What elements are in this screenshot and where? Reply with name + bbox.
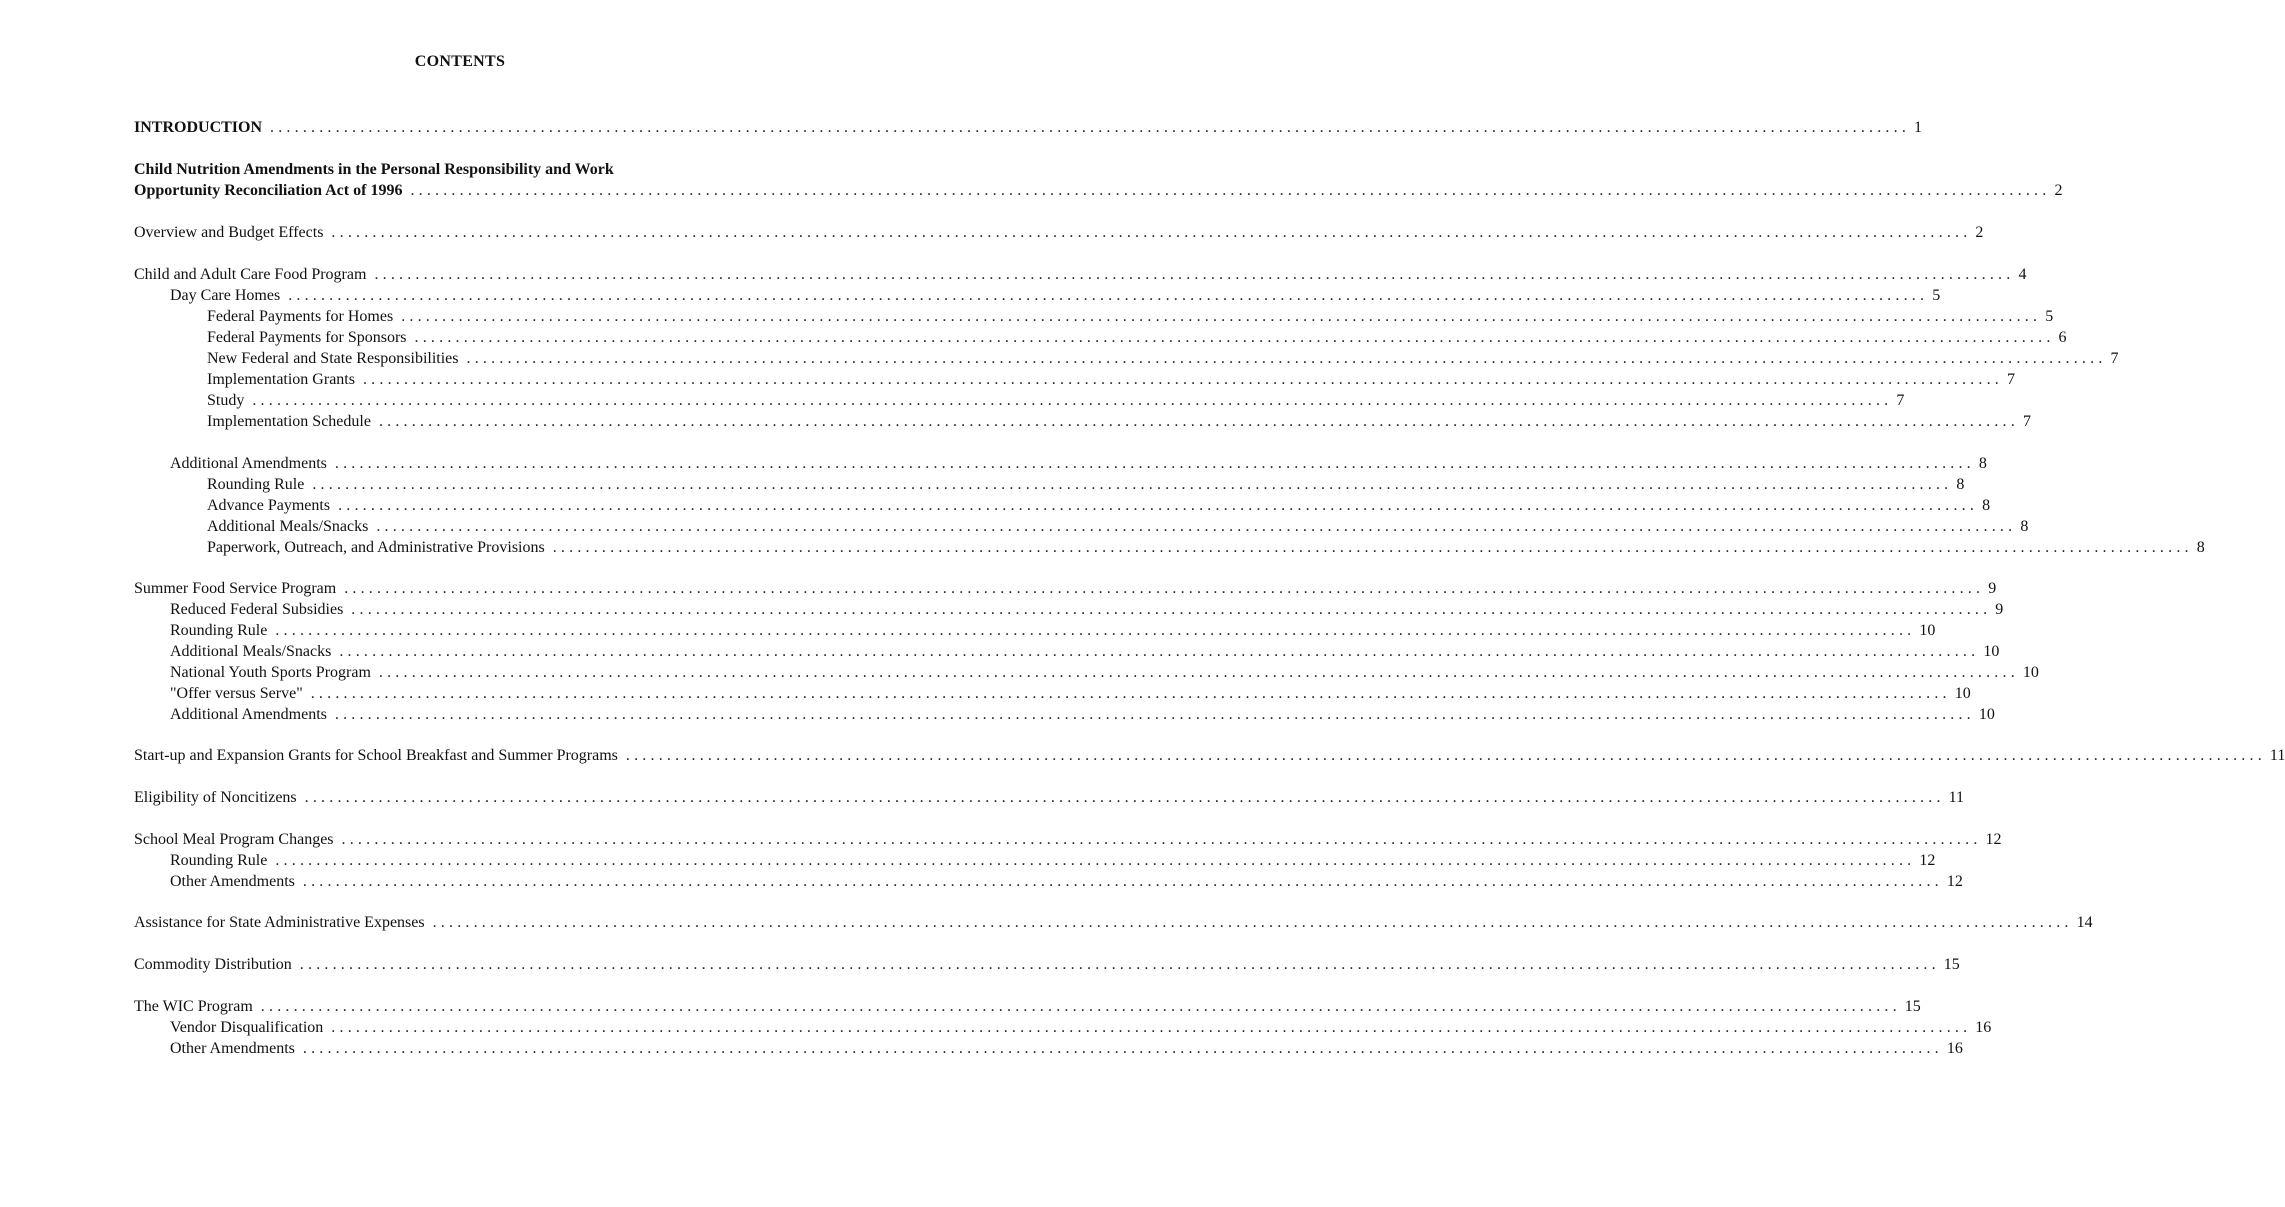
dot-leader: ........................................................................................................................................................................................................ [432,914,2073,931]
dot-leader: ........................................................................................................................................................................................................ [410,182,2051,199]
toc-entry-label: Additional Meals/Snacks [170,643,332,660]
toc-entry-page-number: 2 [1975,224,1984,241]
toc-entry[interactable] [207,538,2205,558]
toc-entry-label: Reduced Federal Subsidies [170,601,344,618]
toc-entry-label: National Youth Sports Program [170,664,371,681]
toc-entry[interactable] [170,851,1936,871]
toc-entry[interactable] [134,118,1923,138]
toc-entry[interactable] [170,872,1963,892]
toc-entry-label: Eligibility of Noncitizens [134,789,297,806]
toc-entry[interactable] [134,579,1997,599]
toc-entry-label: Rounding Rule [170,622,268,639]
toc-entry-page-number: 14 [2076,914,2093,931]
toc-entry-page-number: 12 [1946,873,1963,890]
dot-leader: ........................................................................................................................................................................................................ [252,392,1893,409]
toc-entry-page-number: 7 [2110,350,2119,367]
toc-entry-label: Implementation Grants [207,371,355,388]
dot-leader: ........................................................................................................................................................................................................ [275,852,1916,869]
dot-leader: ........................................................................................................................................................................................................ [376,518,2017,535]
toc-entry-page-number: 10 [2022,664,2039,681]
toc-entry[interactable] [170,600,2004,620]
toc-entry[interactable] [134,830,2002,850]
dot-leader: ........................................................................................................................................................................................................ [270,119,1911,136]
toc-entry-page-number: 7 [2022,413,2031,430]
toc-entry-label: Additional Meals/Snacks [207,518,369,535]
dot-leader: ........................................................................................................................................................................................................ [299,956,1940,973]
toc-entry-page-number: 7 [1896,392,1905,409]
toc-entry-page-number: 10 [1954,685,1971,702]
toc-entry[interactable] [207,496,1991,516]
toc-entry-label: Overview and Budget Effects [134,224,324,241]
toc-entry[interactable] [170,454,1987,474]
toc-entry-label: Assistance for State Administrative Expenses [134,914,425,931]
toc-entry-label: INTRODUCTION [134,119,263,136]
dot-leader: ........................................................................................................................................................................................................ [302,1040,1943,1057]
toc-entry-page-number: 11 [2269,747,2285,764]
toc-entry-label: Summer Food Service Program [134,580,337,597]
toc-entry-label: Opportunity Reconciliation Act of 1996 [134,182,403,199]
toc-entry[interactable] [134,955,1960,975]
dot-leader: ........................................................................................................................................................................................................ [338,497,1979,514]
toc-entry-label: Implementation Schedule [207,413,371,430]
toc-entry-page-number: 8 [2196,539,2205,556]
dot-leader: ........................................................................................................................................................................................................ [302,873,1943,890]
toc-entry-label: Federal Payments for Homes [207,308,394,325]
toc-entry-label: Start-up and Expansion Grants for School Breakfast and Summer Programs [134,747,618,764]
toc-entry-label: Commodity Distribution [134,956,292,973]
toc-entry-page-number: 15 [1943,956,1960,973]
toc-entry[interactable] [134,997,1921,1017]
toc-entry[interactable] [134,788,1965,808]
toc-entry[interactable] [207,370,2015,390]
toc-entry-label: School Meal Program Changes [134,831,334,848]
dot-leader: ........................................................................................................................................................................................................ [331,1019,1972,1036]
dot-leader: ........................................................................................................................................................................................................ [339,643,1980,660]
toc-entry[interactable] [134,913,2093,933]
toc-entry[interactable] [207,391,1905,411]
dot-leader: ........................................................................................................................................................................................................ [341,831,1982,848]
dot-leader: ........................................................................................................................................................................................................ [362,371,2003,388]
toc-entry[interactable] [207,328,2067,348]
toc-entry[interactable] [170,684,1971,704]
toc-entry-label: Rounding Rule [170,852,268,869]
toc-entry-page-number: 15 [1904,998,1921,1015]
toc-entry-label: Rounding Rule [207,476,305,493]
dot-leader: ........................................................................................................................................................................................................ [344,580,1985,597]
toc-entry-label: Paperwork, Outreach, and Administrative Provisions [207,539,545,556]
toc-entry-page-number: 6 [2058,329,2067,346]
toc-entry[interactable] [134,746,2285,766]
toc-entry-label: "Offer versus Serve" [170,685,303,702]
toc-entry-page-number: 16 [1975,1019,1992,1036]
dot-leader: ........................................................................................................................................................................................................ [310,685,1951,702]
toc-entry-label-line1: Child Nutrition Amendments in the Personal Responsibility and Work [134,161,614,178]
dot-leader: ........................................................................................................................................................................................................ [334,455,1975,472]
toc-entry-label: Day Care Homes [170,287,281,304]
dot-leader: ........................................................................................................................................................................................................ [401,308,2042,325]
dot-leader: ........................................................................................................................................................................................................ [312,476,1953,493]
dot-leader: ........................................................................................................................................................................................................ [334,706,1975,723]
toc-entry-page-number: 5 [2045,308,2054,325]
toc-entry[interactable] [170,286,1941,306]
toc-entry[interactable] [170,663,2039,683]
toc-entry[interactable] [207,412,2031,432]
toc-entry-page-number: 16 [1946,1040,1963,1057]
toc-entry[interactable] [207,307,2054,327]
toc-entry[interactable] [134,223,1984,243]
toc-entry-page-number: 2 [2054,182,2063,199]
dot-leader: ........................................................................................................................................................................................................ [260,998,1901,1015]
dot-leader: ........................................................................................................................................................................................................ [378,413,2019,430]
toc-entry[interactable] [170,1039,1963,1059]
toc-entry[interactable] [207,475,1965,495]
toc-entry-page-number: 9 [1988,580,1997,597]
toc-entry[interactable] [170,642,2000,662]
toc-entry-label: Other Amendments [170,873,295,890]
toc-entry-page-number: 1 [1914,119,1923,136]
dot-leader: ........................................................................................................................................................................................................ [351,601,1992,618]
toc-entry[interactable] [134,181,2063,201]
toc-entry[interactable] [170,1018,1992,1038]
dot-leader: ........................................................................................................................................................................................................ [304,789,1945,806]
toc-entry[interactable] [170,705,1995,725]
toc-entry[interactable] [207,517,2029,537]
toc-entry-label: Additional Amendments [170,455,327,472]
toc-entry-label: Federal Payments for Sponsors [207,329,407,346]
toc-entry-label: Other Amendments [170,1040,295,1057]
toc-entry-page-number: 12 [1919,852,1936,869]
toc-entry-page-number: 8 [1982,497,1991,514]
toc-entry-label: The WIC Program [134,998,253,1015]
dot-leader: ........................................................................................................................................................................................................ [378,664,2019,681]
toc-entry-label: Child and Adult Care Food Program [134,266,367,283]
toc-entry[interactable] [207,349,2119,369]
dot-leader: ........................................................................................................................................................................................................ [275,622,1916,639]
toc-entry-label: Vendor Disqualification [170,1019,324,1036]
toc-entry-label: Advance Payments [207,497,331,514]
toc-entry-page-number: 8 [2020,518,2029,535]
toc-entry-label: New Federal and State Responsibilities [207,350,459,367]
dot-leader: ........................................................................................................................................................................................................ [466,350,2107,367]
dot-leader: ........................................................................................................................................................................................................ [552,539,2193,556]
toc-entry-page-number: 10 [1919,622,1936,639]
toc-entry-page-number: 10 [1978,706,1995,723]
toc-entry-page-number: 8 [1978,455,1987,472]
toc-entry-page-number: 8 [1956,476,1965,493]
toc-entry-page-number: 5 [1932,287,1941,304]
dot-leader: ........................................................................................................................................................................................................ [331,224,1972,241]
toc-entry-page-number: 9 [1995,601,2004,618]
dot-leader: ........................................................................................................................................................................................................ [625,747,2266,764]
dot-leader: ........................................................................................................................................................................................................ [288,287,1929,304]
toc-entry[interactable] [170,621,1936,641]
page-title: CONTENTS [414,53,506,70]
dot-leader: ........................................................................................................................................................................................................ [374,266,2015,283]
dot-leader: ........................................................................................................................................................................................................ [414,329,2055,346]
toc-entry-page-number: 4 [2018,266,2027,283]
toc-entry-label: Additional Amendments [170,706,327,723]
toc-entry-label: Study [207,392,245,409]
toc-entry-page-number: 7 [2006,371,2015,388]
toc-entry-page-number: 11 [1948,789,1965,806]
toc-entry-page-number: 10 [1983,643,2000,660]
toc-entry-page-number: 12 [1985,831,2002,848]
toc-entry[interactable] [134,265,2027,285]
